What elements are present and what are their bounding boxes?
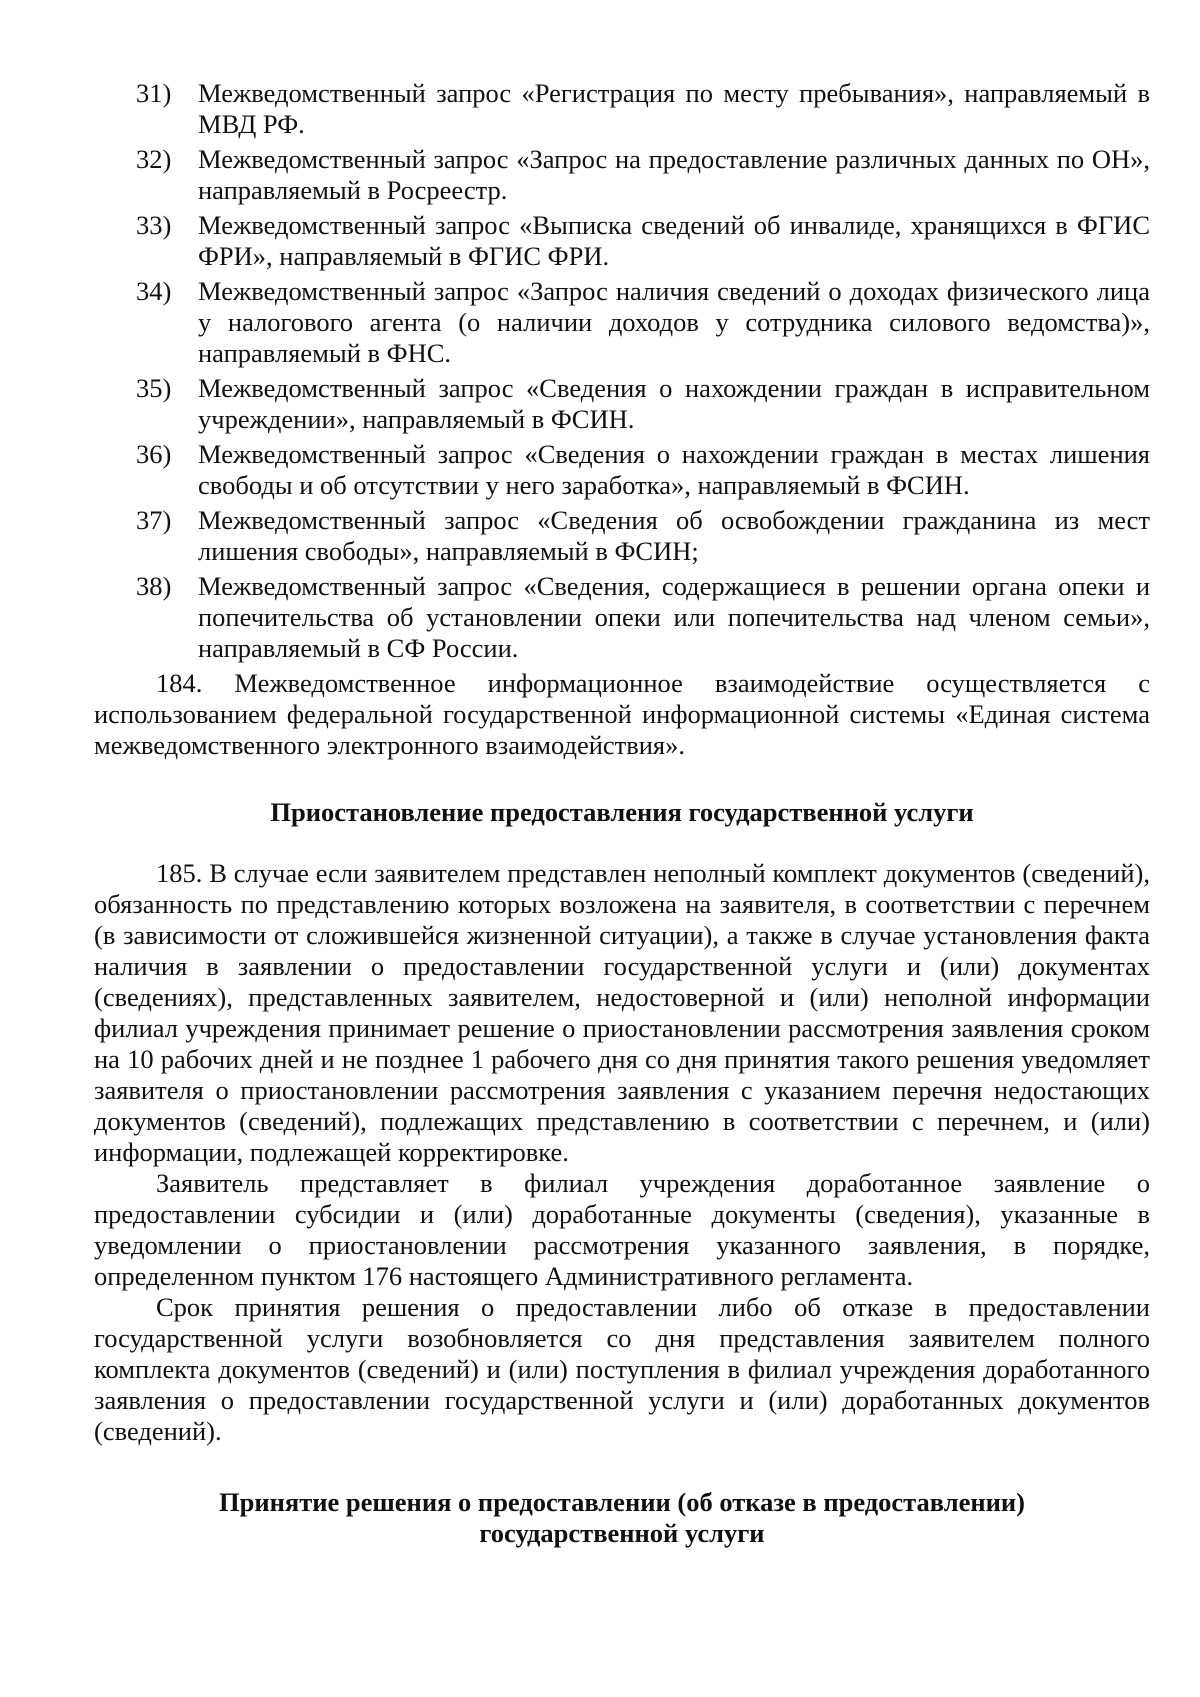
- paragraph-184: 184. Межведомственное информационное взаимодействие осуществляется с использованием федеральной государственной информационной системы «Единая система межведомственного электронного взаимодействия».: [94, 668, 1150, 760]
- paragraph-applicant: Заявитель представляет в филиал учреждения доработанное заявление о предоставлении субсидии и (или) доработанные документы (сведения), указанные в уведомлении о приостановлении рассмотрения указанного заявления, в порядке, определенном пунктом 176 настоящего Административного регламента.: [94, 1168, 1150, 1291]
- list-item-number: 38): [136, 571, 172, 601]
- section-heading-suspension: Приостановление предоставления государственной услуги: [270, 797, 974, 827]
- list-item-number: 34): [136, 276, 172, 306]
- list-item: [94, 276, 1150, 369]
- list-item-number: 33): [136, 210, 172, 240]
- list-item-number: 35): [136, 373, 172, 403]
- list-item-text: Межведомственный запрос «Выписка сведений об инвалиде, хранящихся в ФГИС ФРИ», направляемый в ФГИС ФРИ.: [198, 210, 1150, 271]
- list-item-number: 31): [136, 78, 172, 108]
- list-item-text: Межведомственный запрос «Сведения о нахождении граждан в местах лишения свободы и об отсутствии у него заработка», направляемый в ФСИН.: [198, 439, 1150, 500]
- list-item-text: Межведомственный запрос «Сведения о нахождении граждан в исправительном учреждении», направляемый в ФСИН.: [198, 373, 1150, 434]
- list-item: [94, 373, 1150, 435]
- list-item-number: 32): [136, 144, 172, 174]
- paragraph-term: Срок принятия решения о предоставлении либо об отказе в предоставлении государственной услуги возобновляется со дня представления заявителем полного комплекта документов (сведений) и (или) поступления в филиал учреждения доработанного заявления о предоставлении государственной услуги и (или) доработанных документов (сведений).: [94, 1292, 1150, 1446]
- list-item-text: Межведомственный запрос «Регистрация по месту пребывания», направляемый в МВД РФ.: [198, 78, 1150, 139]
- section-heading-decision: [94, 1487, 1150, 1549]
- list-item-text: Межведомственный запрос «Сведения об освобождении гражданина из мест лишения свободы», направляемый в ФСИН;: [198, 505, 1150, 566]
- paragraph-185: 185. В случае если заявителем представлен неполный комплект документов (сведений), обязанность по представлению которых возложена на заявителя, в соответствии с перечнем (в зависимости от сложившейся жизненной ситуации), а также в случае установления факта наличия в заявлении о предоставлении государственной услуги и (или) документах (сведениях), представленных заявителем, недостоверной и (или) неполной информации филиал учреждения принимает решение о приостановлении рассмотрения заявления сроком на 10 рабочих дней и не позднее 1 рабочего дня со дня принятия такого решения уведомляет заявителя о приостановлении рассмотрения заявления с указанием перечня недостающих документов (сведений), подлежащих представлению в соответствии с перечнем, и (или) информации, подлежащей корректировке.: [94, 858, 1150, 1167]
- list-item: [94, 78, 1150, 140]
- list-item: [94, 210, 1150, 272]
- list-item-text: Межведомственный запрос «Сведения, содержащиеся в решении органа опеки и попечительства об установлении опеки или попечительства над членом семьи», направляемый в СФ России.: [198, 571, 1150, 663]
- list-item: [94, 144, 1150, 206]
- list-item: [94, 505, 1150, 567]
- section-heading-decision-line1: Принятие решения о предоставлении (об отказе в предоставлении): [219, 1487, 1025, 1517]
- list-item: [94, 439, 1150, 501]
- list-item-number: 36): [136, 439, 172, 469]
- list-item: [94, 571, 1150, 664]
- list-item-text: Межведомственный запрос «Запрос на предоставление различных данных по ОН», направляемый в Росреестр.: [198, 144, 1150, 205]
- list-item-text: Межведомственный запрос «Запрос наличия сведений о доходах физического лица у налогового агента (о наличии доходов у сотрудника силового ведомства)», направляемый в ФНС.: [198, 276, 1150, 368]
- list-item-number: 37): [136, 505, 172, 535]
- section-heading-decision-line2: государственной услуги: [479, 1518, 765, 1548]
